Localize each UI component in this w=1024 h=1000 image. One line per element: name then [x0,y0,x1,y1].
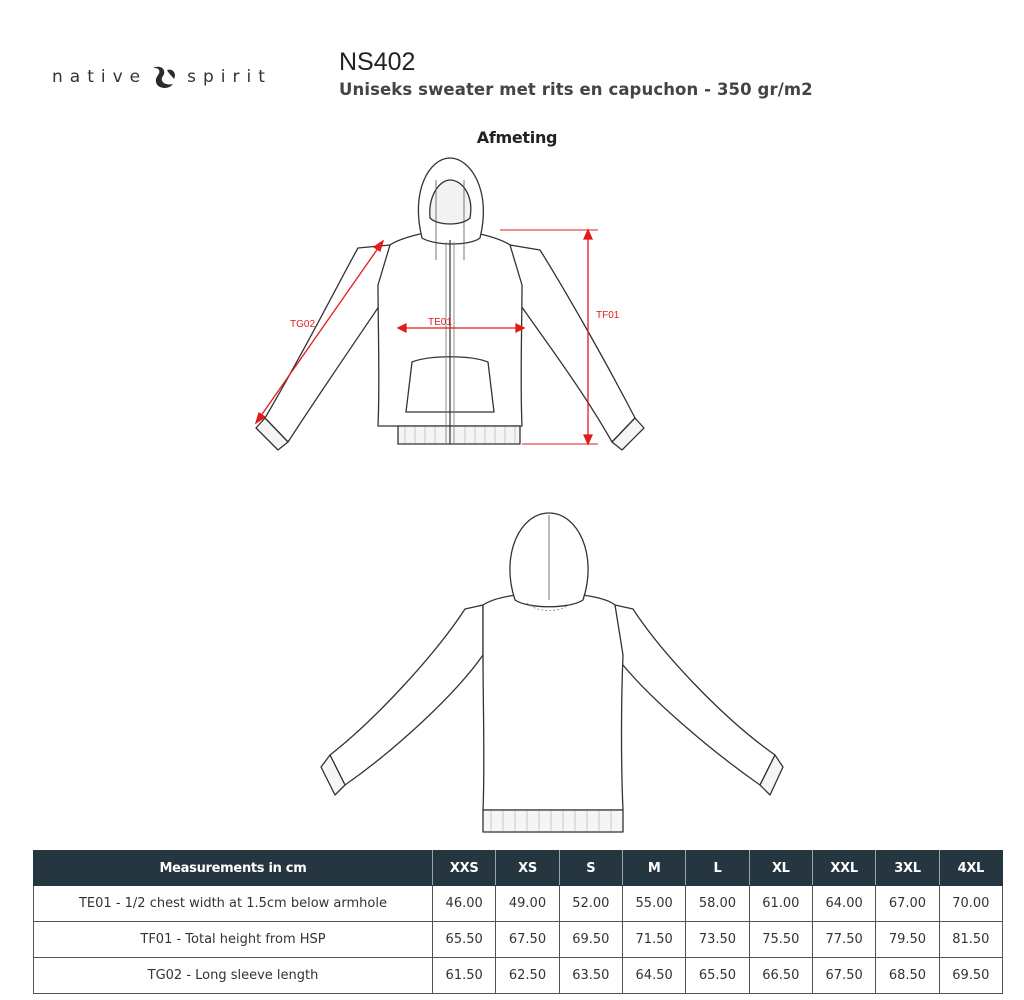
table-cell: 67.00 [876,886,939,922]
header-size: XL [749,851,812,886]
table-cell: 70.00 [939,886,1002,922]
header-size: S [559,851,622,886]
table-cell: 65.50 [433,922,496,958]
header-size: L [686,851,749,886]
table-row [34,958,1003,994]
table-cell: 66.50 [749,958,812,994]
table-cell: 79.50 [876,922,939,958]
brand-word-right: spirit [187,67,272,87]
header-size: 4XL [939,851,1002,886]
header-size: XS [496,851,559,886]
table-cell: 69.50 [559,922,622,958]
table-cell: 62.50 [496,958,559,994]
brand-word-left: native [52,67,148,87]
table-row [34,886,1003,922]
brand-logo [52,62,272,92]
table-cell: 71.50 [622,922,685,958]
header-size: XXL [812,851,875,886]
table-cell: 69.50 [939,958,1002,994]
table-cell: 68.50 [876,958,939,994]
row-label: TG02 - Long sleeve length [34,958,433,994]
chest-dimension-label: TE01 [428,317,452,328]
table-cell: 52.00 [559,886,622,922]
table-cell: 61.50 [433,958,496,994]
hoodie-front-diagram [230,150,670,455]
table-cell: 81.50 [939,922,1002,958]
table-cell: 58.00 [686,886,749,922]
brand-swirl-icon [147,62,181,92]
header-measurements-label: Measurements in cm [34,851,433,886]
table-cell: 61.00 [749,886,812,922]
table-cell: 49.00 [496,886,559,922]
table-cell: 64.00 [812,886,875,922]
header-size: M [622,851,685,886]
table-cell: 67.50 [496,922,559,958]
table-row [34,922,1003,958]
table-cell: 46.00 [433,886,496,922]
table-cell: 73.50 [686,922,749,958]
row-label: TE01 - 1/2 chest width at 1.5cm below armhole [34,886,433,922]
table-cell: 65.50 [686,958,749,994]
product-description: Uniseks sweater met rits en capuchon - 350 gr/m2 [339,80,813,99]
table-cell: 75.50 [749,922,812,958]
hoodie-back-diagram [315,505,785,840]
header-size: 3XL [876,851,939,886]
table-cell: 64.50 [622,958,685,994]
product-code: NS402 [339,48,416,76]
table-cell: 77.50 [812,922,875,958]
table-header-row [34,851,1003,886]
row-label: TF01 - Total height from HSP [34,922,433,958]
height-dimension-label: TF01 [596,310,620,321]
header-size: XXS [433,851,496,886]
size-chart-table [33,850,1003,994]
table-cell: 55.00 [622,886,685,922]
table-cell: 67.50 [812,958,875,994]
table-cell: 63.50 [559,958,622,994]
section-title: Afmeting [476,128,558,147]
sleeve-dimension-label: TG02 [290,319,316,330]
